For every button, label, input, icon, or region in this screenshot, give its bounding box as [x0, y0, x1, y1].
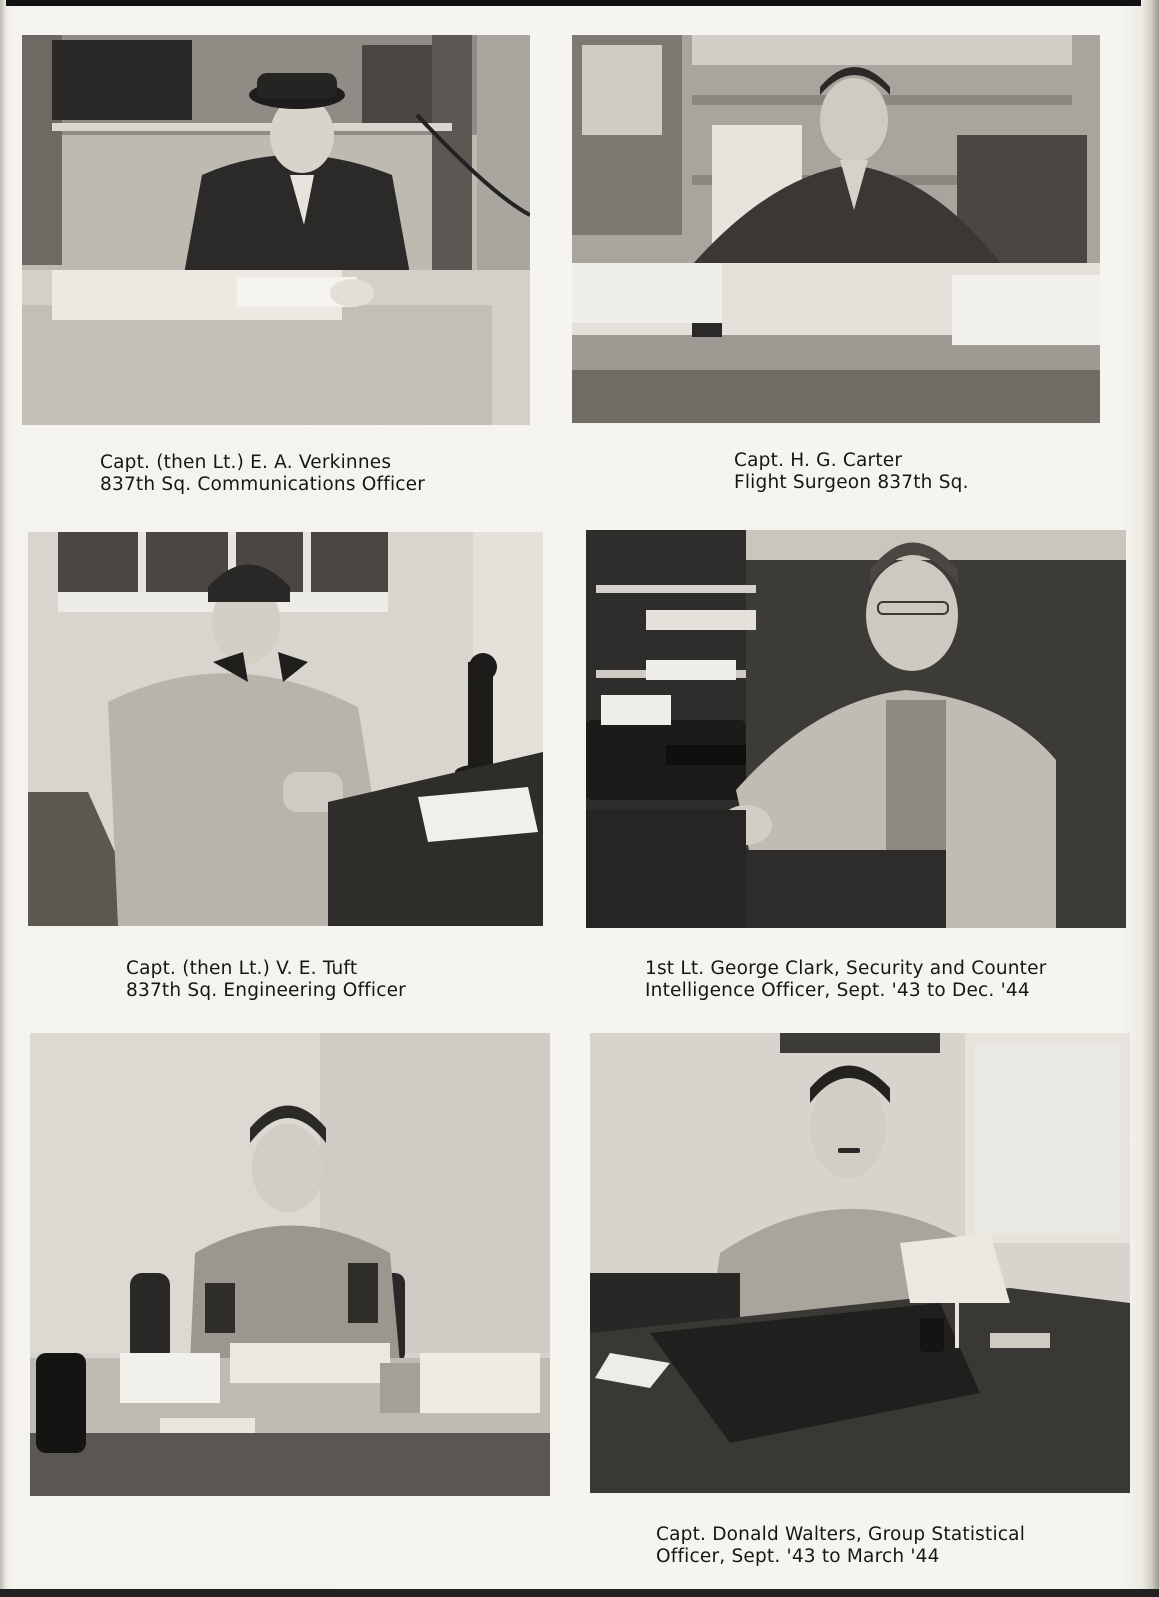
caption-walters — [656, 1524, 1025, 1568]
caption-tuft — [126, 958, 406, 1002]
page-bottom-edge — [0, 1589, 1159, 1597]
caption-carter — [734, 450, 969, 494]
photo-nco — [30, 1033, 550, 1496]
caption-line-name: Capt. Donald Walters, Group Statistical — [656, 1524, 1026, 1545]
photo-carter — [572, 35, 1100, 423]
caption-line-title: 837th Sq. Engineering Officer — [126, 980, 406, 1001]
caption-line-name: 1st Lt. George Clark, Security and Counter — [645, 958, 1047, 979]
caption-line-name: Capt. (then Lt.) V. E. Tuft — [126, 958, 358, 979]
page-top-edge — [0, 0, 1159, 6]
caption-line-name: Capt. (then Lt.) E. A. Verkinnes — [100, 452, 392, 473]
caption-line-title: Officer, Sept. '43 to March '44 — [656, 1546, 940, 1567]
caption-line-title: 837th Sq. Communications Officer — [100, 474, 426, 495]
caption-clark — [645, 958, 1047, 1002]
caption-line-title: Flight Surgeon 837th Sq. — [734, 472, 969, 493]
caption-verkinnes — [100, 452, 425, 496]
photo-clark — [586, 530, 1126, 928]
page-left-edge — [0, 0, 6, 1597]
photo-verkinnes — [22, 35, 530, 425]
caption-line-title: Intelligence Officer, Sept. '43 to Dec. '44 — [645, 980, 1030, 1001]
caption-line-name: Capt. H. G. Carter — [734, 450, 903, 471]
photo-tuft — [28, 532, 543, 926]
page-right-edge — [1141, 0, 1159, 1597]
photo-walters — [590, 1033, 1130, 1493]
